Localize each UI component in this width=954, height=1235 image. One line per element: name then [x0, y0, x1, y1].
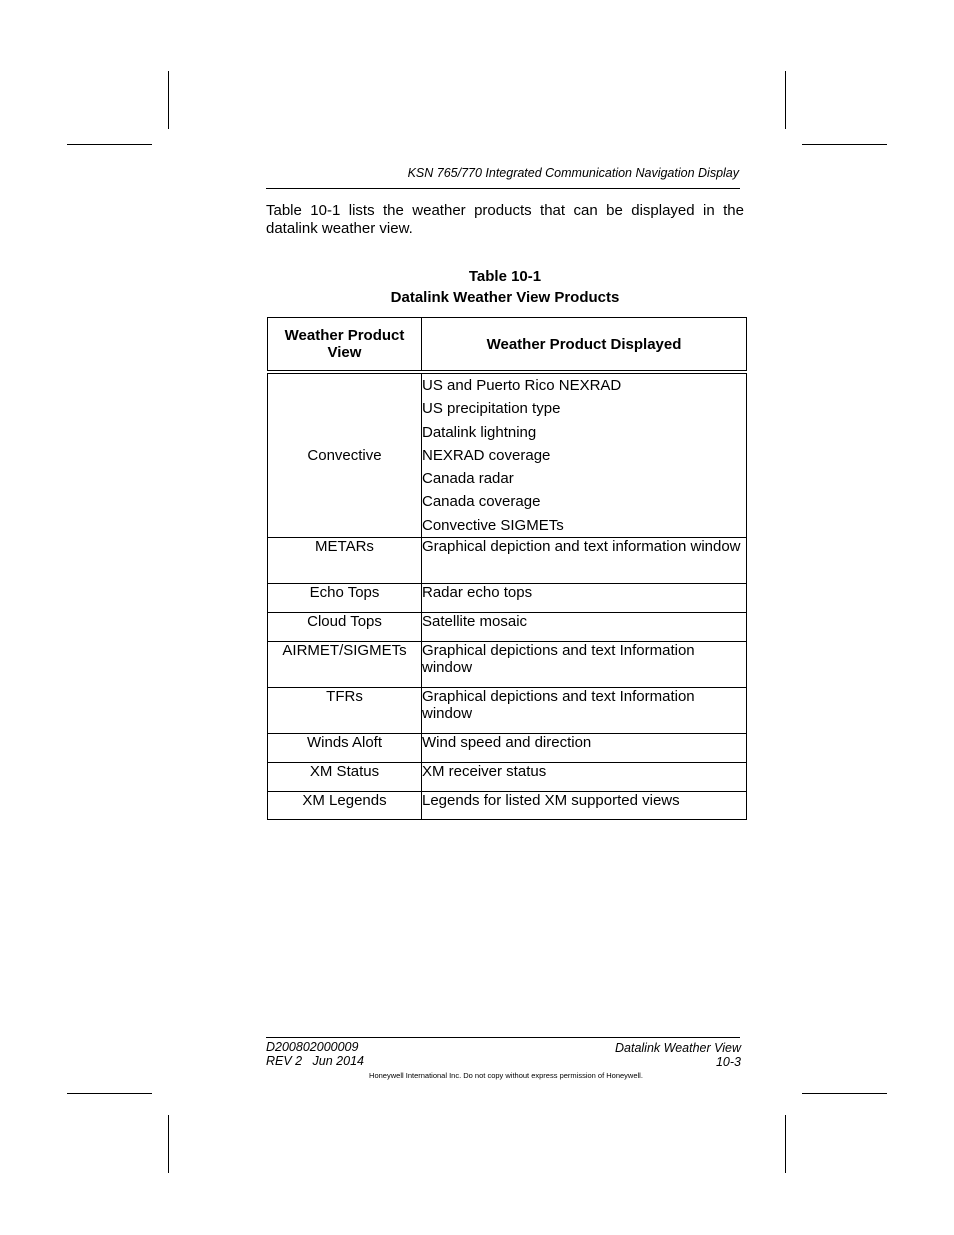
cell-product: XM receiver status [422, 763, 747, 792]
table-row [268, 584, 747, 613]
table-row [268, 688, 747, 734]
table-row [268, 642, 747, 688]
list-item: NEXRAD coverage [422, 446, 551, 464]
cell-view: METARs [268, 538, 422, 584]
table-row [268, 613, 747, 642]
list-item: US precipitation type [422, 400, 561, 418]
header-rule [266, 188, 740, 189]
table-row [268, 734, 747, 763]
cell-product: Graphical depictions and text Information window [422, 642, 747, 688]
cell-view: XM Legends [268, 792, 422, 820]
page-number: 10-3 [715, 1055, 741, 1069]
cell-product: Satellite mosaic [422, 613, 747, 642]
crop-mark [168, 71, 169, 129]
footer-rule [266, 1037, 740, 1038]
copyright-notice: Honeywell International Inc. Do not copy without express permission of Honeywell. [369, 1071, 643, 1080]
cell-view: Winds Aloft [268, 734, 422, 763]
column-header-displayed: Weather Product Displayed [422, 318, 747, 373]
table-header-row [268, 318, 747, 373]
cell-view: Echo Tops [268, 584, 422, 613]
crop-mark [785, 1115, 786, 1173]
weather-products-table [267, 317, 747, 820]
table-row [268, 372, 747, 538]
list-item: Canada coverage [422, 493, 541, 511]
cell-product-list [422, 372, 747, 538]
crop-mark [802, 1093, 887, 1094]
crop-mark [802, 144, 887, 145]
table-row [268, 792, 747, 820]
crop-mark [67, 1093, 152, 1094]
cell-view: Convective [268, 372, 422, 538]
cell-product: Legends for listed XM supported views [422, 792, 747, 820]
cell-view: Cloud Tops [268, 613, 422, 642]
list-item: Convective SIGMETs [422, 516, 564, 534]
cell-product: Radar echo tops [422, 584, 747, 613]
cell-view: XM Status [268, 763, 422, 792]
column-header-view: Weather Product View [268, 318, 422, 373]
cell-product: Graphical depiction and text information window [422, 538, 747, 584]
table-number: Table 10-1 [468, 268, 542, 285]
crop-mark [785, 71, 786, 129]
list-item: Canada radar [422, 470, 514, 488]
table-title: Datalink Weather View Products [390, 289, 620, 306]
cell-view: TFRs [268, 688, 422, 734]
cell-view: AIRMET/SIGMETs [268, 642, 422, 688]
table-row [268, 763, 747, 792]
section-title: Datalink Weather View [615, 1041, 741, 1055]
intro-paragraph: Table 10-1 lists the weather products that can be displayed in the datalink weather view. [266, 202, 744, 237]
running-header: KSN 765/770 Integrated Communication Navigation Display [407, 166, 739, 180]
list-item: US and Puerto Rico NEXRAD [422, 377, 622, 394]
crop-mark [67, 144, 152, 145]
cell-product: Graphical depictions and text Information window [422, 688, 747, 734]
list-item: Datalink lightning [422, 423, 537, 441]
crop-mark [168, 1115, 169, 1173]
cell-product: Wind speed and direction [422, 734, 747, 763]
document-number: D200802000009 [266, 1040, 359, 1054]
revision-date: REV 2 Jun 2014 [266, 1054, 364, 1068]
table-row [268, 538, 747, 584]
